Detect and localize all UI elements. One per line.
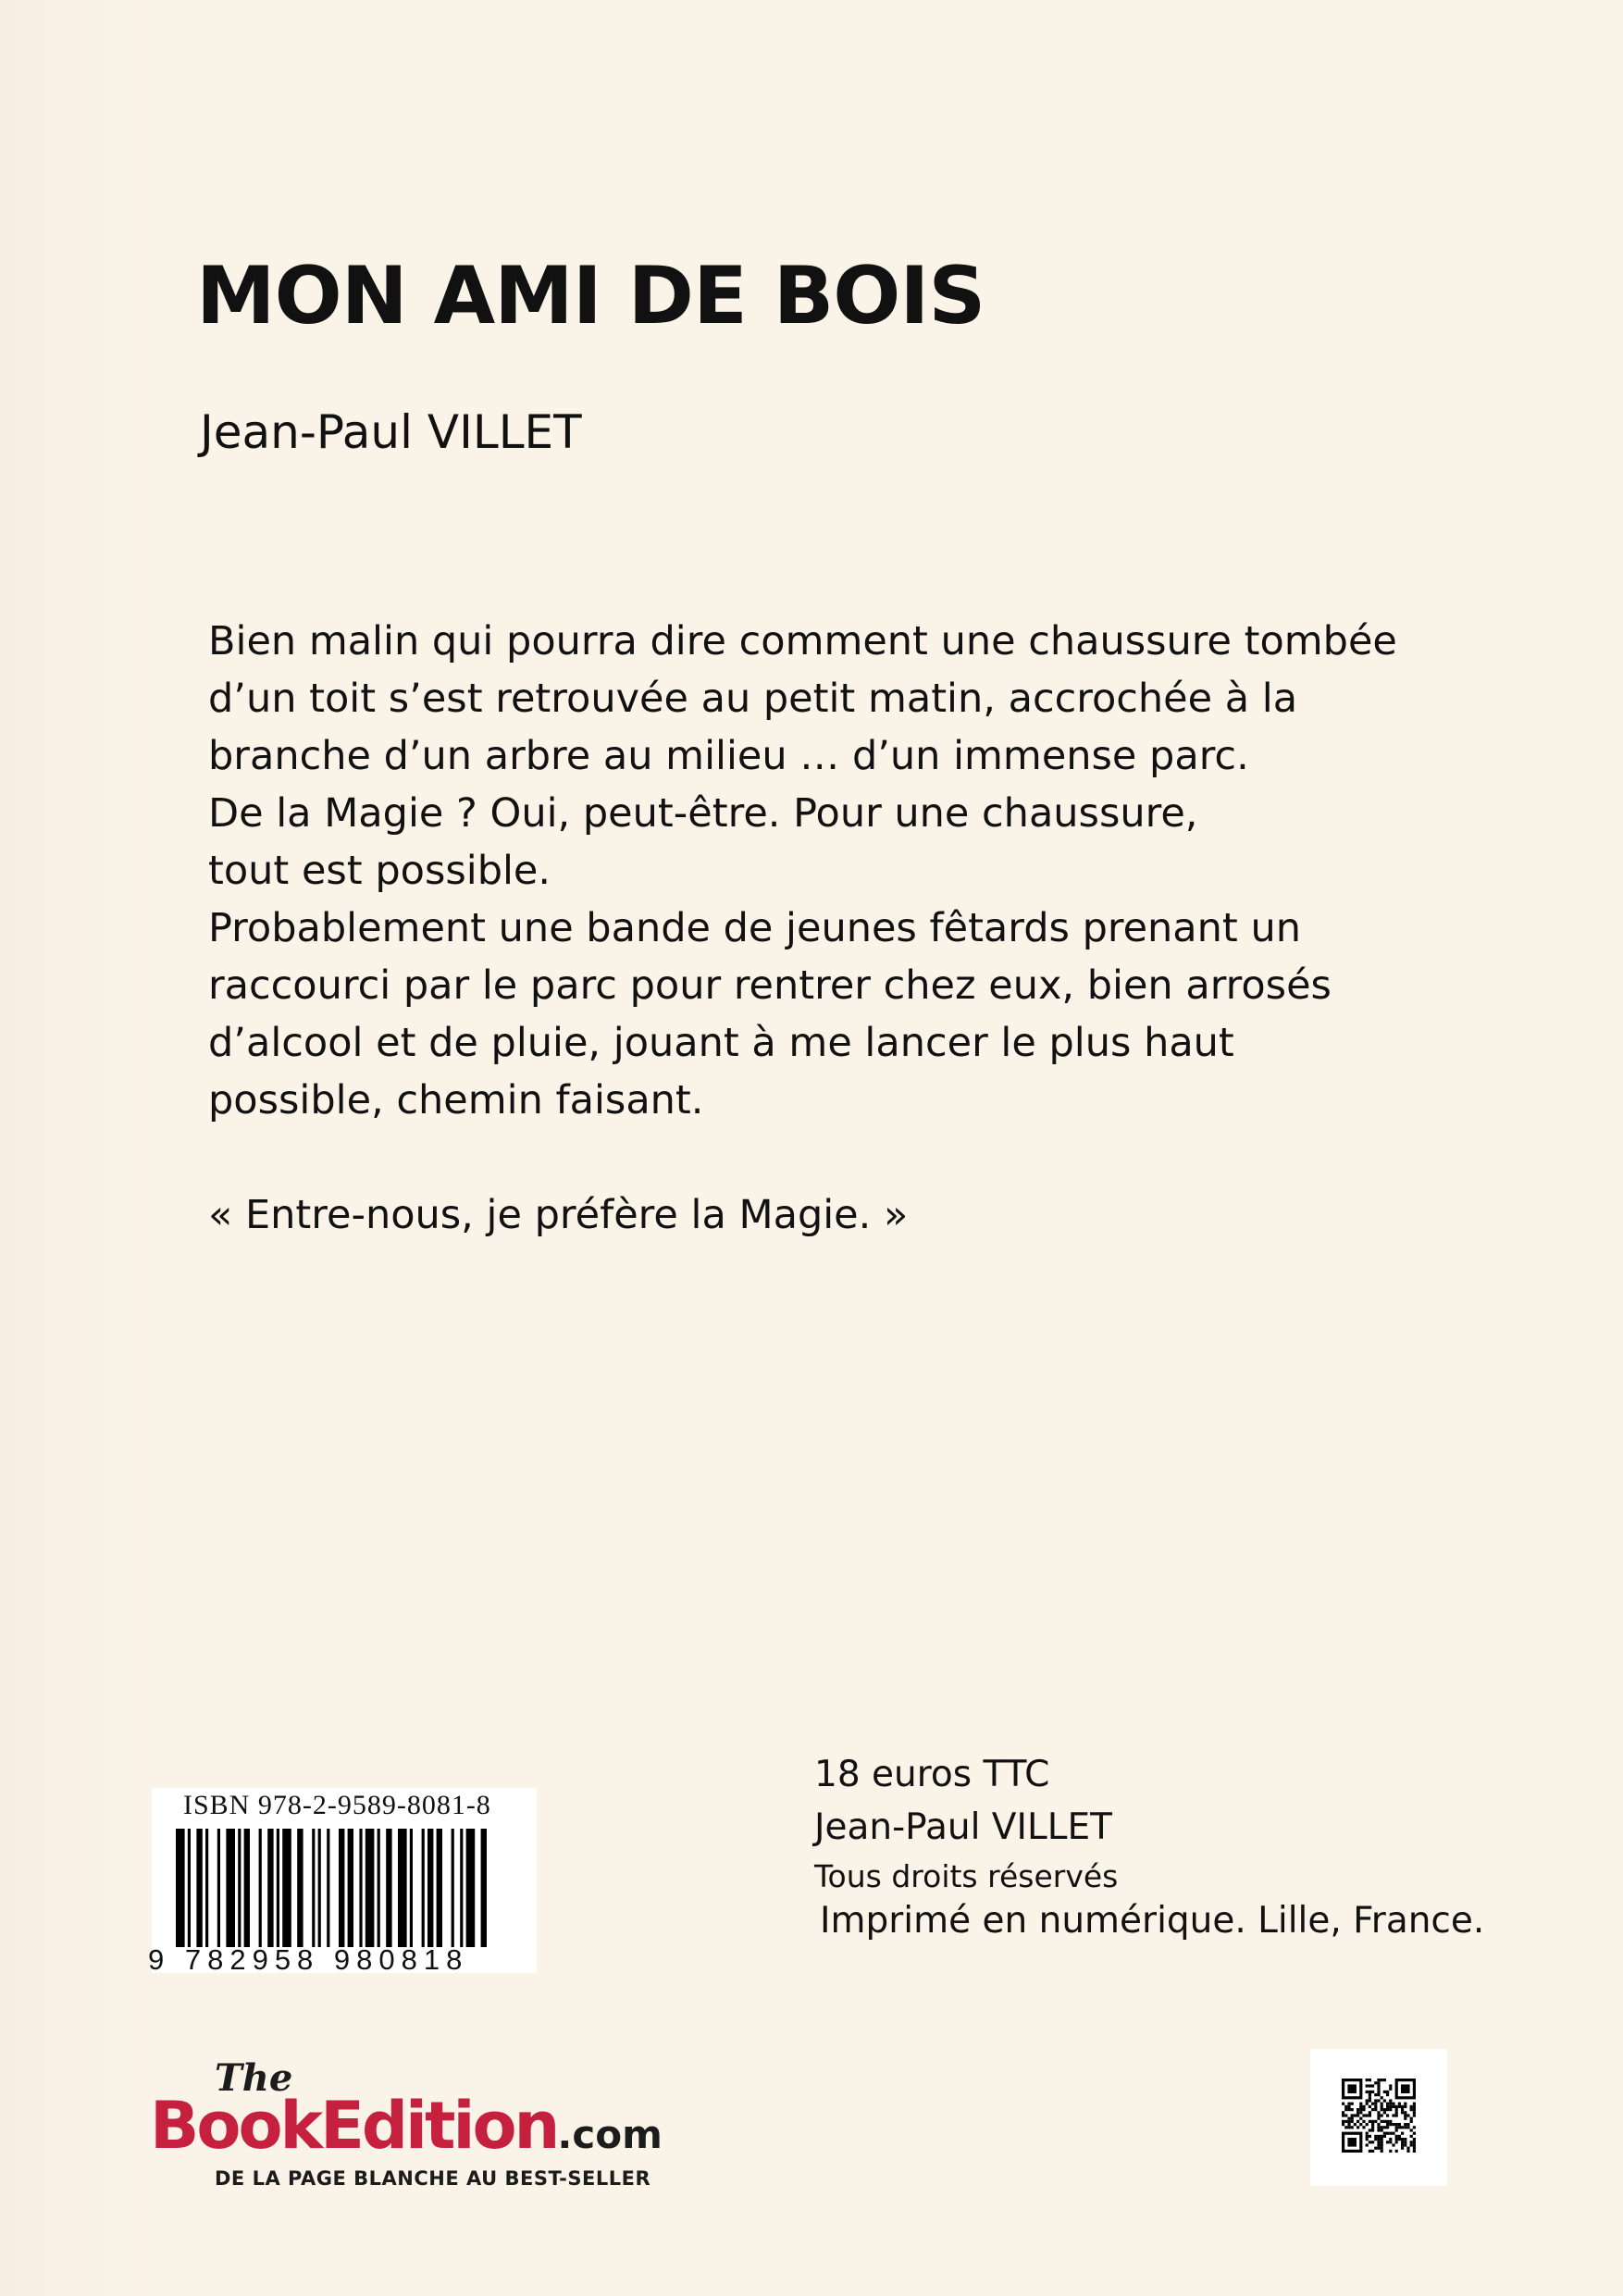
qr-module xyxy=(1342,2120,1344,2123)
barcode-bar xyxy=(378,1829,380,1947)
blurb-line: tout est possible. xyxy=(208,848,551,894)
qr-module xyxy=(1392,2105,1394,2108)
qr-module xyxy=(1395,2150,1398,2153)
qr-module xyxy=(1381,2108,1383,2111)
qr-module xyxy=(1344,2108,1347,2111)
qr-module xyxy=(1398,2123,1401,2126)
qr-module xyxy=(1362,2120,1365,2123)
qr-module xyxy=(1371,2084,1374,2087)
qr-module xyxy=(1395,2141,1398,2143)
qr-module xyxy=(1404,2114,1406,2116)
qr-module xyxy=(1413,2103,1416,2105)
blurb-line: raccourci par le parc pour rentrer chez eux, bien arrosés xyxy=(208,962,1332,1009)
qr-module xyxy=(1371,2120,1374,2123)
barcode-bar xyxy=(318,1829,321,1947)
qr-module xyxy=(1377,2143,1380,2146)
qr-module xyxy=(1374,2147,1377,2150)
qr-module xyxy=(1413,2147,1416,2150)
barcode-bar xyxy=(427,1829,433,1947)
qr-module xyxy=(1381,2135,1383,2138)
qr-module xyxy=(1381,2120,1383,2123)
barcode-bar xyxy=(226,1829,235,1947)
qr-module xyxy=(1389,2088,1392,2091)
qr-module xyxy=(1381,2128,1383,2131)
qr-module xyxy=(1386,2123,1389,2126)
qr-module xyxy=(1395,2111,1398,2114)
qr-module xyxy=(1410,2108,1413,2111)
qr-module xyxy=(1342,2114,1344,2116)
qr-module xyxy=(1413,2150,1416,2153)
qr-module xyxy=(1383,2132,1386,2135)
qr-module xyxy=(1347,2123,1350,2126)
qr-module xyxy=(1366,2132,1369,2135)
isbn-label: ISBN 978-2-9589-8081-8 xyxy=(183,1790,491,1820)
qr-module xyxy=(1377,2114,1380,2116)
info-author: Jean-Paul VILLET xyxy=(814,1806,1112,1848)
qr-module xyxy=(1377,2093,1380,2096)
qr-module xyxy=(1386,2120,1389,2123)
qr-module xyxy=(1351,2117,1354,2120)
qr-module xyxy=(1392,2132,1394,2135)
qr-code xyxy=(1310,2049,1447,2186)
qr-module xyxy=(1374,2093,1377,2096)
barcode-bar xyxy=(437,1829,442,1947)
qr-module xyxy=(1366,2138,1369,2141)
qr-module xyxy=(1354,2123,1357,2126)
qr-module xyxy=(1395,2105,1398,2108)
qr-module xyxy=(1398,2138,1401,2141)
qr-module xyxy=(1383,2079,1386,2081)
barcode-bar xyxy=(259,1829,262,1947)
qr-module xyxy=(1357,2120,1359,2123)
qr-module xyxy=(1359,2105,1362,2108)
qr-module xyxy=(1381,2126,1383,2128)
qr-module xyxy=(1366,2091,1369,2093)
qr-module xyxy=(1404,2111,1406,2114)
qr-module xyxy=(1383,2135,1386,2138)
qr-module xyxy=(1410,2117,1413,2120)
blurb-line: Bien malin qui pourra dire comment une chaussure tombée xyxy=(208,618,1397,664)
qr-module xyxy=(1406,2114,1409,2116)
qr-module xyxy=(1347,2120,1350,2123)
qr-module xyxy=(1371,2123,1374,2126)
qr-module xyxy=(1383,2126,1386,2128)
qr-module xyxy=(1377,2126,1380,2128)
qr-code-icon xyxy=(1342,2079,1416,2153)
qr-module xyxy=(1369,2135,1371,2138)
qr-module xyxy=(1413,2138,1416,2141)
qr-module xyxy=(1369,2099,1371,2102)
qr-module xyxy=(1404,2117,1406,2120)
qr-module xyxy=(1381,2147,1383,2150)
qr-module xyxy=(1395,2114,1398,2116)
barcode-bar xyxy=(365,1829,375,1947)
qr-module xyxy=(1347,2105,1350,2108)
qr-module xyxy=(1381,2143,1383,2146)
qr-module xyxy=(1362,2108,1365,2111)
qr-module xyxy=(1392,2123,1394,2126)
qr-module xyxy=(1371,2150,1374,2153)
qr-module xyxy=(1401,2084,1410,2093)
qr-module xyxy=(1392,2103,1394,2105)
qr-module xyxy=(1369,2079,1371,2081)
qr-module xyxy=(1386,2141,1389,2143)
qr-module xyxy=(1359,2103,1362,2105)
qr-module xyxy=(1389,2099,1392,2102)
qr-module xyxy=(1347,2108,1350,2111)
barcode-bar xyxy=(481,1829,487,1947)
qr-module xyxy=(1395,2123,1398,2126)
barcode-bars xyxy=(176,1829,509,1947)
qr-module xyxy=(1413,2132,1416,2135)
qr-module xyxy=(1369,2096,1371,2099)
qr-module xyxy=(1359,2108,1362,2111)
qr-module xyxy=(1410,2141,1413,2143)
qr-module xyxy=(1374,2081,1377,2084)
qr-module xyxy=(1357,2111,1359,2114)
qr-module xyxy=(1347,2138,1357,2147)
qr-module xyxy=(1351,2120,1354,2123)
qr-module xyxy=(1371,2103,1374,2105)
qr-module xyxy=(1398,2105,1401,2108)
qr-module xyxy=(1389,2108,1392,2111)
barcode-bar xyxy=(452,1829,454,1947)
qr-module xyxy=(1366,2079,1369,2081)
qr-module xyxy=(1362,2105,1365,2108)
barcode-bar xyxy=(196,1829,202,1947)
qr-module xyxy=(1344,2105,1347,2108)
qr-module xyxy=(1366,2123,1369,2126)
qr-module xyxy=(1351,2126,1354,2128)
qr-module xyxy=(1366,2099,1369,2102)
qr-module xyxy=(1413,2111,1416,2114)
barcode-bar xyxy=(339,1829,344,1947)
barcode-bar xyxy=(238,1829,241,1947)
qr-module xyxy=(1404,2143,1406,2146)
qr-module xyxy=(1377,2128,1380,2131)
qr-module xyxy=(1389,2120,1392,2123)
qr-module xyxy=(1389,2084,1392,2087)
book-author: Jean-Paul VILLET xyxy=(200,405,582,459)
qr-module xyxy=(1351,2108,1354,2111)
qr-module xyxy=(1401,2108,1404,2111)
barcode-bar xyxy=(267,1829,273,1947)
qr-module xyxy=(1362,2114,1365,2116)
qr-module xyxy=(1401,2111,1404,2114)
bookedition-logo xyxy=(150,2056,742,2195)
qr-module xyxy=(1369,2141,1371,2143)
qr-module xyxy=(1366,2143,1369,2146)
qr-module xyxy=(1344,2126,1347,2128)
barcode-bar xyxy=(348,1829,353,1947)
qr-module xyxy=(1362,2126,1365,2128)
qr-module xyxy=(1347,2117,1350,2120)
qr-module xyxy=(1344,2120,1347,2123)
barcode-bar xyxy=(205,1829,208,1947)
qr-module xyxy=(1357,2114,1359,2116)
qr-module xyxy=(1406,2150,1409,2153)
barcode-bar xyxy=(277,1829,279,1947)
qr-module xyxy=(1413,2126,1416,2128)
qr-module xyxy=(1410,2105,1413,2108)
barcode-bar xyxy=(386,1829,391,1947)
qr-module xyxy=(1404,2126,1406,2128)
qr-module xyxy=(1351,2103,1354,2105)
qr-module xyxy=(1377,2084,1380,2087)
qr-module xyxy=(1381,2138,1383,2141)
qr-module xyxy=(1381,2150,1383,2153)
qr-module xyxy=(1383,2091,1386,2093)
qr-module xyxy=(1386,2132,1389,2135)
logo-wordmark xyxy=(150,2088,663,2164)
qr-module xyxy=(1369,2084,1371,2087)
blurb-line: possible, chemin faisant. xyxy=(208,1077,704,1123)
qr-module xyxy=(1369,2091,1371,2093)
logo-suffix: .com xyxy=(557,2112,663,2157)
qr-module xyxy=(1410,2128,1413,2131)
qr-module xyxy=(1377,2147,1380,2150)
qr-module xyxy=(1377,2117,1380,2120)
qr-module xyxy=(1401,2143,1404,2146)
qr-module xyxy=(1401,2147,1404,2150)
qr-module xyxy=(1377,2081,1380,2084)
qr-module xyxy=(1377,2111,1380,2114)
qr-module xyxy=(1374,2105,1377,2108)
qr-module xyxy=(1381,2141,1383,2143)
qr-module xyxy=(1354,2114,1357,2116)
qr-module xyxy=(1366,2135,1369,2138)
qr-module xyxy=(1366,2103,1369,2105)
qr-module xyxy=(1398,2135,1401,2138)
blurb-line: De la Magie ? Oui, peut-être. Pour une chaussure, xyxy=(208,790,1198,837)
barcode-bar xyxy=(460,1829,463,1947)
qr-module xyxy=(1381,2114,1383,2116)
qr-module xyxy=(1377,2099,1380,2102)
barcode-bar xyxy=(327,1829,329,1947)
qr-module xyxy=(1377,2141,1380,2143)
qr-module xyxy=(1413,2108,1416,2111)
qr-module xyxy=(1406,2147,1409,2150)
qr-module xyxy=(1386,2103,1389,2105)
qr-module xyxy=(1383,2099,1386,2102)
qr-module xyxy=(1389,2103,1392,2105)
barcode-bar xyxy=(244,1829,250,1947)
qr-module xyxy=(1381,2103,1383,2105)
qr-module xyxy=(1357,2108,1359,2111)
qr-module xyxy=(1371,2128,1374,2131)
qr-module xyxy=(1389,2132,1392,2135)
qr-module xyxy=(1386,2105,1389,2108)
qr-module xyxy=(1369,2093,1371,2096)
qr-module xyxy=(1410,2120,1413,2123)
qr-module xyxy=(1369,2128,1371,2131)
qr-module xyxy=(1374,2099,1377,2102)
qr-module xyxy=(1413,2143,1416,2146)
qr-module xyxy=(1359,2123,1362,2126)
qr-module xyxy=(1381,2079,1383,2081)
qr-module xyxy=(1389,2141,1392,2143)
qr-module xyxy=(1374,2103,1377,2105)
qr-module xyxy=(1374,2135,1377,2138)
blurb-line: Probablement une bande de jeunes fêtards prenant un xyxy=(208,905,1301,951)
blurb-line: branche d’un arbre au milieu … d’un immense parc. xyxy=(208,733,1249,779)
qr-module xyxy=(1383,2108,1386,2111)
qr-module xyxy=(1406,2126,1409,2128)
qr-module xyxy=(1404,2138,1406,2141)
qr-module xyxy=(1383,2111,1386,2114)
qr-module xyxy=(1381,2105,1383,2108)
qr-module xyxy=(1395,2138,1398,2141)
qr-module xyxy=(1386,2093,1389,2096)
qr-module xyxy=(1381,2096,1383,2099)
qr-module xyxy=(1377,2135,1380,2138)
qr-module xyxy=(1401,2126,1404,2128)
qr-module xyxy=(1342,2111,1344,2114)
qr-module xyxy=(1404,2123,1406,2126)
qr-module xyxy=(1371,2108,1374,2111)
qr-module xyxy=(1386,2126,1389,2128)
qr-module xyxy=(1395,2108,1398,2111)
barcode-bar xyxy=(312,1829,315,1947)
qr-module xyxy=(1377,2123,1380,2126)
qr-module xyxy=(1369,2114,1371,2116)
qr-module xyxy=(1347,2084,1357,2093)
blurb-line: d’un toit s’est retrouvée au petit matin, accrochée à la xyxy=(208,676,1298,722)
barcode-bar xyxy=(282,1829,291,1947)
qr-module xyxy=(1359,2111,1362,2114)
qr-module xyxy=(1392,2143,1394,2146)
qr-module xyxy=(1389,2105,1392,2108)
qr-module xyxy=(1383,2120,1386,2123)
qr-module xyxy=(1371,2126,1374,2128)
qr-module xyxy=(1377,2088,1380,2091)
qr-module xyxy=(1401,2132,1404,2135)
qr-module xyxy=(1410,2143,1413,2146)
qr-module xyxy=(1413,2141,1416,2143)
barcode-bar xyxy=(176,1829,185,1947)
blurb-spacer xyxy=(208,1129,1439,1186)
qr-module xyxy=(1374,2138,1377,2141)
qr-module xyxy=(1366,2084,1369,2087)
qr-module xyxy=(1374,2120,1377,2123)
qr-module xyxy=(1369,2111,1371,2114)
qr-module xyxy=(1377,2079,1380,2081)
qr-module xyxy=(1369,2105,1371,2108)
qr-module xyxy=(1395,2128,1398,2131)
qr-module xyxy=(1410,2135,1413,2138)
barcode-bar xyxy=(217,1829,220,1947)
qr-module xyxy=(1392,2114,1394,2116)
spine-shade xyxy=(0,0,153,2296)
price: 18 euros TTC xyxy=(814,1754,1050,1795)
qr-module xyxy=(1404,2105,1406,2108)
qr-module xyxy=(1359,2117,1362,2120)
qr-module xyxy=(1344,2114,1347,2116)
qr-module xyxy=(1371,2091,1374,2093)
qr-module xyxy=(1357,2126,1359,2128)
rights-notice: Tous droits réservés xyxy=(814,1858,1119,1894)
logo-the: The xyxy=(215,2056,293,2100)
qr-module xyxy=(1406,2123,1409,2126)
blurb-quote: « Entre-nous, je préfère la Magie. » xyxy=(208,1192,909,1238)
barcode-bar xyxy=(422,1829,425,1947)
barcode-bar xyxy=(359,1829,362,1947)
barcode-digits: 9 782958 980818 xyxy=(148,1943,469,1976)
isbn-barcode xyxy=(148,1788,537,1976)
qr-module xyxy=(1369,2120,1371,2123)
qr-module xyxy=(1395,2126,1398,2128)
qr-module xyxy=(1404,2103,1406,2105)
qr-module xyxy=(1389,2123,1392,2126)
logo-tagline: DE LA PAGE BLANCHE AU BEST-SELLER xyxy=(215,2167,651,2190)
qr-module xyxy=(1374,2108,1377,2111)
qr-module xyxy=(1386,2091,1389,2093)
qr-module xyxy=(1413,2105,1416,2108)
qr-module xyxy=(1342,2103,1344,2105)
barcode-bar xyxy=(398,1829,407,1947)
qr-module xyxy=(1386,2114,1389,2116)
qr-module xyxy=(1347,2126,1350,2128)
qr-module xyxy=(1386,2108,1389,2111)
qr-module xyxy=(1351,2114,1354,2116)
qr-module xyxy=(1401,2141,1404,2143)
back-cover-blurb xyxy=(208,613,1439,1244)
barcode-bar xyxy=(188,1829,191,1947)
qr-module xyxy=(1401,2138,1404,2141)
qr-module xyxy=(1366,2114,1369,2116)
blurb-line: d’alcool et de pluie, jouant à me lancer le plus haut xyxy=(208,1020,1234,1066)
qr-module xyxy=(1369,2150,1371,2153)
qr-module xyxy=(1371,2141,1374,2143)
qr-module xyxy=(1398,2103,1401,2105)
barcode-bar xyxy=(466,1829,476,1947)
barcode-bar xyxy=(410,1829,413,1947)
qr-module xyxy=(1413,2114,1416,2116)
qr-module xyxy=(1389,2138,1392,2141)
qr-module xyxy=(1342,2123,1344,2126)
print-notice: Imprimé en numérique. Lille, France. xyxy=(820,1900,1485,1942)
barcode-bar xyxy=(297,1829,303,1947)
qr-module xyxy=(1377,2091,1380,2093)
qr-module xyxy=(1347,2103,1350,2105)
qr-module xyxy=(1401,2105,1404,2108)
book-title: MON AMI DE BOIS xyxy=(196,250,985,342)
qr-module xyxy=(1377,2138,1380,2141)
qr-module xyxy=(1395,2135,1398,2138)
qr-module xyxy=(1398,2126,1401,2128)
logo-name: BookEdition xyxy=(150,2088,558,2164)
qr-module xyxy=(1389,2150,1392,2153)
qr-module xyxy=(1404,2141,1406,2143)
